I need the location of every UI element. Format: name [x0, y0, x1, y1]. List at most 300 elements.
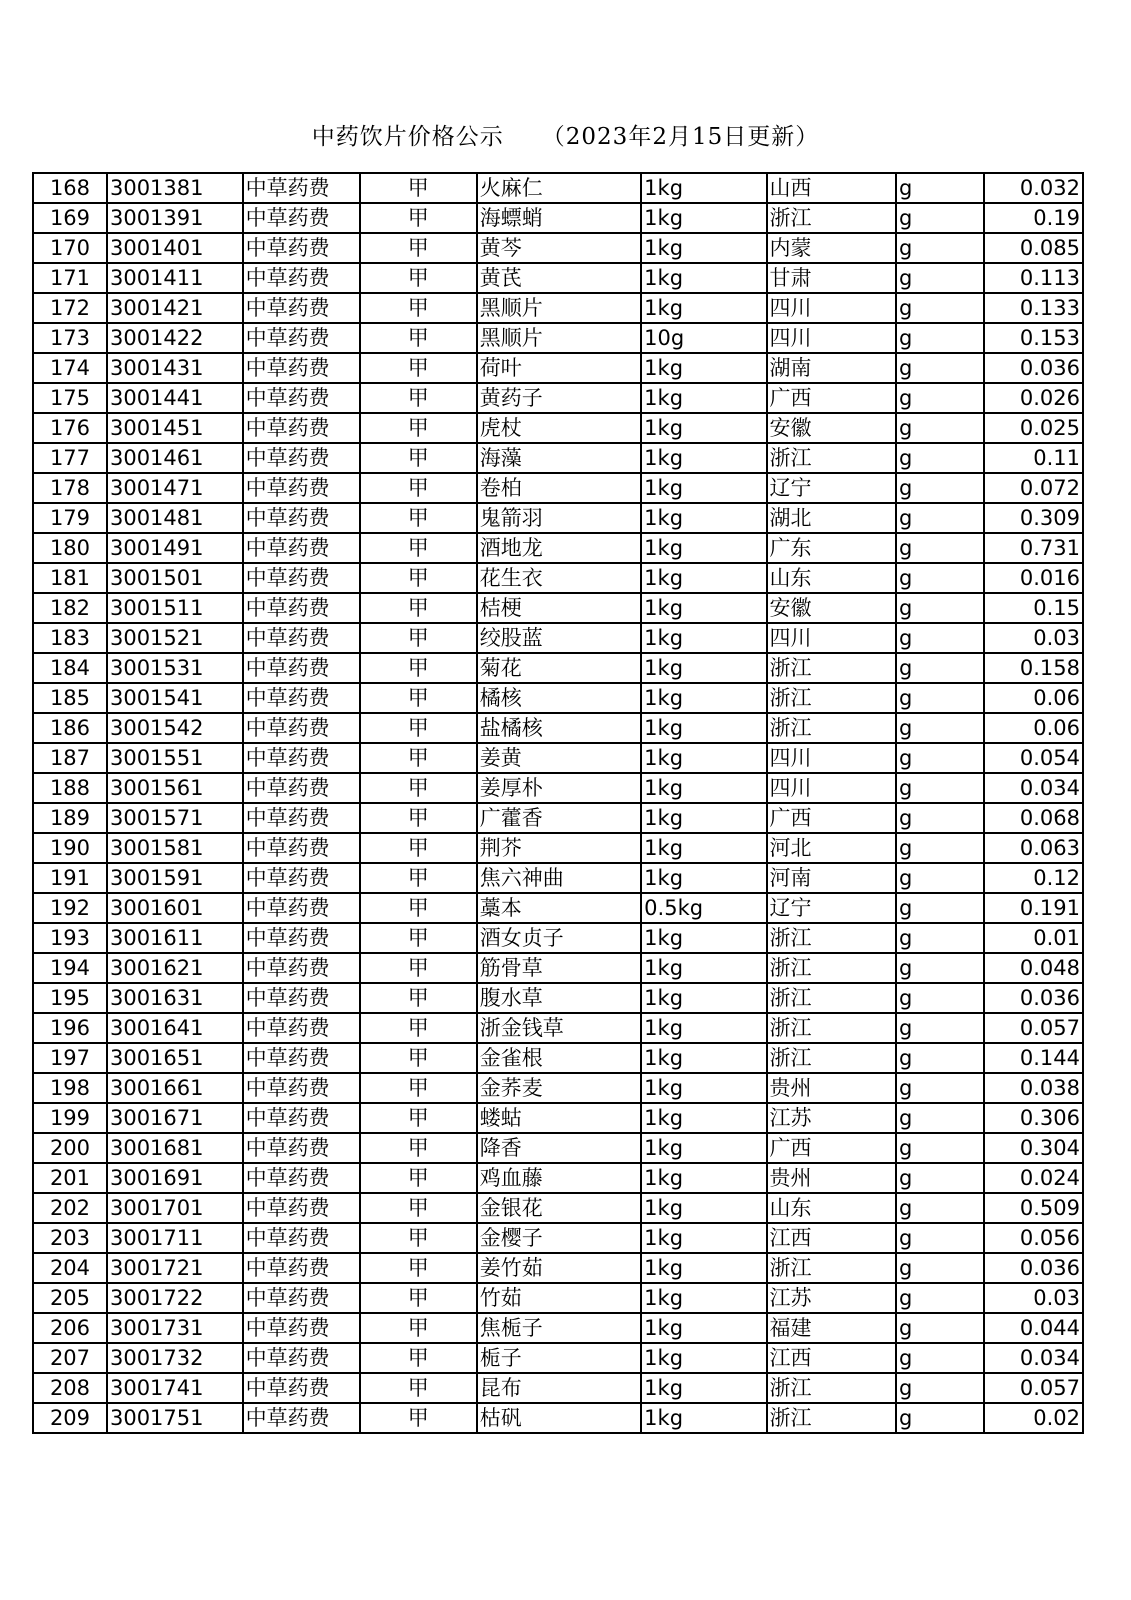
package-spec-cell: 1kg: [641, 1073, 766, 1103]
fee-category-cell: 中草药费: [243, 563, 360, 593]
origin-cell: 广西: [767, 383, 896, 413]
insurance-grade-cell: 甲: [360, 1103, 477, 1133]
unit-price-cell: 0.11: [984, 443, 1083, 473]
unit-price-cell: 0.025: [984, 413, 1083, 443]
insurance-grade-cell: 甲: [360, 473, 477, 503]
item-code-cell: 3001461: [107, 443, 243, 473]
unit-cell: g: [896, 293, 984, 323]
package-spec-cell: 1kg: [641, 983, 766, 1013]
unit-cell: g: [896, 233, 984, 263]
origin-cell: 浙江: [767, 983, 896, 1013]
unit-cell: g: [896, 1253, 984, 1283]
herb-name-cell: 昆布: [477, 1373, 641, 1403]
table-row: [33, 953, 1083, 983]
table-row: [33, 683, 1083, 713]
unit-price-cell: 0.304: [984, 1133, 1083, 1163]
package-spec-cell: 1kg: [641, 1223, 766, 1253]
unit-cell: g: [896, 1163, 984, 1193]
origin-cell: 浙江: [767, 713, 896, 743]
fee-category-cell: 中草药费: [243, 383, 360, 413]
row-number-cell: 201: [33, 1163, 107, 1193]
insurance-grade-cell: 甲: [360, 203, 477, 233]
unit-price-cell: 0.03: [984, 623, 1083, 653]
package-spec-cell: 10g: [641, 323, 766, 353]
item-code-cell: 3001401: [107, 233, 243, 263]
row-number-cell: 178: [33, 473, 107, 503]
package-spec-cell: 1kg: [641, 593, 766, 623]
table-row: [33, 323, 1083, 353]
herb-name-cell: 金银花: [477, 1193, 641, 1223]
herb-name-cell: 海螵蛸: [477, 203, 641, 233]
fee-category-cell: 中草药费: [243, 863, 360, 893]
insurance-grade-cell: 甲: [360, 323, 477, 353]
herb-name-cell: 荆芥: [477, 833, 641, 863]
insurance-grade-cell: 甲: [360, 623, 477, 653]
unit-cell: g: [896, 173, 984, 203]
fee-category-cell: 中草药费: [243, 353, 360, 383]
herb-name-cell: 浙金钱草: [477, 1013, 641, 1043]
table-row: [33, 1163, 1083, 1193]
origin-cell: 辽宁: [767, 473, 896, 503]
fee-category-cell: 中草药费: [243, 1283, 360, 1313]
unit-cell: g: [896, 1373, 984, 1403]
unit-price-cell: 0.057: [984, 1013, 1083, 1043]
row-number-cell: 180: [33, 533, 107, 563]
table-row: [33, 1253, 1083, 1283]
unit-price-cell: 0.158: [984, 653, 1083, 683]
fee-category-cell: 中草药费: [243, 203, 360, 233]
unit-cell: g: [896, 1073, 984, 1103]
fee-category-cell: 中草药费: [243, 1373, 360, 1403]
table-row: [33, 743, 1083, 773]
insurance-grade-cell: 甲: [360, 833, 477, 863]
row-number-cell: 175: [33, 383, 107, 413]
unit-price-cell: 0.016: [984, 563, 1083, 593]
herb-name-cell: 黑顺片: [477, 293, 641, 323]
row-number-cell: 200: [33, 1133, 107, 1163]
unit-cell: g: [896, 1403, 984, 1433]
fee-category-cell: 中草药费: [243, 413, 360, 443]
package-spec-cell: 1kg: [641, 1343, 766, 1373]
unit-cell: g: [896, 503, 984, 533]
table-row: [33, 1043, 1083, 1073]
table-row: [33, 803, 1083, 833]
unit-cell: g: [896, 773, 984, 803]
unit-cell: g: [896, 323, 984, 353]
insurance-grade-cell: 甲: [360, 773, 477, 803]
package-spec-cell: 1kg: [641, 1403, 766, 1433]
origin-cell: 安徽: [767, 413, 896, 443]
item-code-cell: 3001621: [107, 953, 243, 983]
unit-price-cell: 0.072: [984, 473, 1083, 503]
origin-cell: 辽宁: [767, 893, 896, 923]
item-code-cell: 3001591: [107, 863, 243, 893]
unit-price-cell: 0.133: [984, 293, 1083, 323]
package-spec-cell: 1kg: [641, 953, 766, 983]
package-spec-cell: 1kg: [641, 923, 766, 953]
table-row: [33, 443, 1083, 473]
row-number-cell: 199: [33, 1103, 107, 1133]
insurance-grade-cell: 甲: [360, 593, 477, 623]
package-spec-cell: 1kg: [641, 1373, 766, 1403]
herb-name-cell: 鬼箭羽: [477, 503, 641, 533]
item-code-cell: 3001491: [107, 533, 243, 563]
row-number-cell: 208: [33, 1373, 107, 1403]
herb-name-cell: 藁本: [477, 893, 641, 923]
package-spec-cell: 1kg: [641, 563, 766, 593]
unit-price-cell: 0.03: [984, 1283, 1083, 1313]
table-row: [33, 533, 1083, 563]
insurance-grade-cell: 甲: [360, 443, 477, 473]
unit-price-cell: 0.057: [984, 1373, 1083, 1403]
unit-cell: g: [896, 383, 984, 413]
package-spec-cell: 1kg: [641, 1103, 766, 1133]
herb-name-cell: 海藻: [477, 443, 641, 473]
fee-category-cell: 中草药费: [243, 923, 360, 953]
table-row: [33, 623, 1083, 653]
item-code-cell: 3001701: [107, 1193, 243, 1223]
row-number-cell: 198: [33, 1073, 107, 1103]
unit-cell: g: [896, 593, 984, 623]
row-number-cell: 182: [33, 593, 107, 623]
unit-price-cell: 0.068: [984, 803, 1083, 833]
unit-cell: g: [896, 893, 984, 923]
unit-cell: g: [896, 1223, 984, 1253]
item-code-cell: 3001722: [107, 1283, 243, 1313]
package-spec-cell: 1kg: [641, 233, 766, 263]
table-row: [33, 503, 1083, 533]
fee-category-cell: 中草药费: [243, 503, 360, 533]
fee-category-cell: 中草药费: [243, 1193, 360, 1223]
herb-name-cell: 虎杖: [477, 413, 641, 443]
item-code-cell: 3001671: [107, 1103, 243, 1133]
row-number-cell: 176: [33, 413, 107, 443]
origin-cell: 浙江: [767, 443, 896, 473]
row-number-cell: 189: [33, 803, 107, 833]
item-code-cell: 3001481: [107, 503, 243, 533]
item-code-cell: 3001721: [107, 1253, 243, 1283]
herb-name-cell: 腹水草: [477, 983, 641, 1013]
package-spec-cell: 1kg: [641, 473, 766, 503]
item-code-cell: 3001441: [107, 383, 243, 413]
table-row: [33, 893, 1083, 923]
package-spec-cell: 1kg: [641, 1253, 766, 1283]
herb-name-cell: 姜黄: [477, 743, 641, 773]
unit-price-cell: 0.06: [984, 683, 1083, 713]
unit-cell: g: [896, 203, 984, 233]
table-row: [33, 863, 1083, 893]
row-number-cell: 181: [33, 563, 107, 593]
item-code-cell: 3001421: [107, 293, 243, 323]
table-row: [33, 833, 1083, 863]
item-code-cell: 3001381: [107, 173, 243, 203]
item-code-cell: 3001541: [107, 683, 243, 713]
unit-cell: g: [896, 983, 984, 1013]
row-number-cell: 190: [33, 833, 107, 863]
item-code-cell: 3001711: [107, 1223, 243, 1253]
origin-cell: 山东: [767, 563, 896, 593]
unit-price-cell: 0.12: [984, 863, 1083, 893]
unit-cell: g: [896, 833, 984, 863]
herb-name-cell: 黄芪: [477, 263, 641, 293]
insurance-grade-cell: 甲: [360, 413, 477, 443]
insurance-grade-cell: 甲: [360, 293, 477, 323]
insurance-grade-cell: 甲: [360, 533, 477, 563]
unit-price-cell: 0.15: [984, 593, 1083, 623]
insurance-grade-cell: 甲: [360, 173, 477, 203]
row-number-cell: 174: [33, 353, 107, 383]
origin-cell: 浙江: [767, 1043, 896, 1073]
insurance-grade-cell: 甲: [360, 1073, 477, 1103]
table-row: [33, 203, 1083, 233]
unit-cell: g: [896, 743, 984, 773]
fee-category-cell: 中草药费: [243, 1013, 360, 1043]
origin-cell: 浙江: [767, 203, 896, 233]
unit-cell: g: [896, 443, 984, 473]
fee-category-cell: 中草药费: [243, 1133, 360, 1163]
unit-price-cell: 0.034: [984, 1343, 1083, 1373]
row-number-cell: 179: [33, 503, 107, 533]
origin-cell: 浙江: [767, 953, 896, 983]
package-spec-cell: 1kg: [641, 623, 766, 653]
origin-cell: 福建: [767, 1313, 896, 1343]
item-code-cell: 3001561: [107, 773, 243, 803]
row-number-cell: 168: [33, 173, 107, 203]
unit-cell: g: [896, 1103, 984, 1133]
insurance-grade-cell: 甲: [360, 923, 477, 953]
insurance-grade-cell: 甲: [360, 503, 477, 533]
table-row: [33, 593, 1083, 623]
item-code-cell: 3001581: [107, 833, 243, 863]
item-code-cell: 3001571: [107, 803, 243, 833]
unit-cell: g: [896, 1313, 984, 1343]
row-number-cell: 192: [33, 893, 107, 923]
insurance-grade-cell: 甲: [360, 1313, 477, 1343]
package-spec-cell: 1kg: [641, 803, 766, 833]
insurance-grade-cell: 甲: [360, 1253, 477, 1283]
herb-name-cell: 鸡血藤: [477, 1163, 641, 1193]
row-number-cell: 169: [33, 203, 107, 233]
unit-price-cell: 0.509: [984, 1193, 1083, 1223]
row-number-cell: 187: [33, 743, 107, 773]
origin-cell: 广西: [767, 1133, 896, 1163]
table-row: [33, 1403, 1083, 1433]
table-row: [33, 1283, 1083, 1313]
item-code-cell: 3001411: [107, 263, 243, 293]
herb-name-cell: 黄药子: [477, 383, 641, 413]
table-row: [33, 1013, 1083, 1043]
row-number-cell: 197: [33, 1043, 107, 1073]
package-spec-cell: 1kg: [641, 353, 766, 383]
unit-cell: g: [896, 713, 984, 743]
item-code-cell: 3001641: [107, 1013, 243, 1043]
origin-cell: 湖北: [767, 503, 896, 533]
origin-cell: 浙江: [767, 923, 896, 953]
origin-cell: 浙江: [767, 1013, 896, 1043]
origin-cell: 四川: [767, 323, 896, 353]
item-code-cell: 3001751: [107, 1403, 243, 1433]
package-spec-cell: 1kg: [641, 173, 766, 203]
herb-name-cell: 花生衣: [477, 563, 641, 593]
unit-price-cell: 0.036: [984, 353, 1083, 383]
insurance-grade-cell: 甲: [360, 683, 477, 713]
herb-name-cell: 蝼蛄: [477, 1103, 641, 1133]
fee-category-cell: 中草药费: [243, 1343, 360, 1373]
fee-category-cell: 中草药费: [243, 1043, 360, 1073]
item-code-cell: 3001531: [107, 653, 243, 683]
herb-name-cell: 桔梗: [477, 593, 641, 623]
unit-cell: g: [896, 923, 984, 953]
herb-name-cell: 黑顺片: [477, 323, 641, 353]
origin-cell: 江苏: [767, 1283, 896, 1313]
item-code-cell: 3001422: [107, 323, 243, 353]
origin-cell: 安徽: [767, 593, 896, 623]
item-code-cell: 3001681: [107, 1133, 243, 1163]
fee-category-cell: 中草药费: [243, 443, 360, 473]
package-spec-cell: 1kg: [641, 863, 766, 893]
table-row: [33, 923, 1083, 953]
origin-cell: 四川: [767, 773, 896, 803]
herb-name-cell: 绞股蓝: [477, 623, 641, 653]
item-code-cell: 3001691: [107, 1163, 243, 1193]
item-code-cell: 3001501: [107, 563, 243, 593]
origin-cell: 四川: [767, 743, 896, 773]
insurance-grade-cell: 甲: [360, 803, 477, 833]
unit-price-cell: 0.038: [984, 1073, 1083, 1103]
table-row: [33, 1133, 1083, 1163]
origin-cell: 湖南: [767, 353, 896, 383]
origin-cell: 贵州: [767, 1163, 896, 1193]
insurance-grade-cell: 甲: [360, 1163, 477, 1193]
item-code-cell: 3001431: [107, 353, 243, 383]
origin-cell: 内蒙: [767, 233, 896, 263]
item-code-cell: 3001741: [107, 1373, 243, 1403]
insurance-grade-cell: 甲: [360, 1403, 477, 1433]
item-code-cell: 3001732: [107, 1343, 243, 1373]
row-number-cell: 205: [33, 1283, 107, 1313]
unit-cell: g: [896, 803, 984, 833]
fee-category-cell: 中草药费: [243, 1223, 360, 1253]
herb-name-cell: 姜竹茹: [477, 1253, 641, 1283]
herb-name-cell: 筋骨草: [477, 953, 641, 983]
package-spec-cell: 1kg: [641, 203, 766, 233]
item-code-cell: 3001731: [107, 1313, 243, 1343]
herb-name-cell: 焦栀子: [477, 1313, 641, 1343]
herb-name-cell: 降香: [477, 1133, 641, 1163]
fee-category-cell: 中草药费: [243, 983, 360, 1013]
row-number-cell: 184: [33, 653, 107, 683]
table-row: [33, 1103, 1083, 1133]
unit-cell: g: [896, 1283, 984, 1313]
fee-category-cell: 中草药费: [243, 713, 360, 743]
unit-price-cell: 0.063: [984, 833, 1083, 863]
package-spec-cell: 1kg: [641, 1313, 766, 1343]
price-table-body: [33, 173, 1083, 1433]
unit-price-cell: 0.056: [984, 1223, 1083, 1253]
origin-cell: 浙江: [767, 1403, 896, 1433]
fee-category-cell: 中草药费: [243, 653, 360, 683]
package-spec-cell: 1kg: [641, 833, 766, 863]
fee-category-cell: 中草药费: [243, 173, 360, 203]
unit-price-cell: 0.036: [984, 983, 1083, 1013]
herb-name-cell: 火麻仁: [477, 173, 641, 203]
item-code-cell: 3001651: [107, 1043, 243, 1073]
table-row: [33, 1223, 1083, 1253]
unit-cell: g: [896, 683, 984, 713]
insurance-grade-cell: 甲: [360, 383, 477, 413]
fee-category-cell: 中草药费: [243, 803, 360, 833]
row-number-cell: 194: [33, 953, 107, 983]
package-spec-cell: 1kg: [641, 683, 766, 713]
origin-cell: 广东: [767, 533, 896, 563]
unit-cell: g: [896, 413, 984, 443]
row-number-cell: 173: [33, 323, 107, 353]
package-spec-cell: 1kg: [641, 413, 766, 443]
origin-cell: 广西: [767, 803, 896, 833]
table-row: [33, 983, 1083, 1013]
unit-price-cell: 0.153: [984, 323, 1083, 353]
table-row: [33, 653, 1083, 683]
unit-price-cell: 0.085: [984, 233, 1083, 263]
package-spec-cell: 1kg: [641, 293, 766, 323]
origin-cell: 山东: [767, 1193, 896, 1223]
package-spec-cell: 1kg: [641, 533, 766, 563]
unit-price-cell: 0.034: [984, 773, 1083, 803]
table-row: [33, 473, 1083, 503]
fee-category-cell: 中草药费: [243, 683, 360, 713]
table-row: [33, 233, 1083, 263]
unit-price-cell: 0.044: [984, 1313, 1083, 1343]
unit-cell: g: [896, 353, 984, 383]
update-date: （2023年2月15日更新）: [541, 124, 820, 150]
origin-cell: 河北: [767, 833, 896, 863]
fee-category-cell: 中草药费: [243, 1403, 360, 1433]
unit-price-cell: 0.191: [984, 893, 1083, 923]
fee-category-cell: 中草药费: [243, 473, 360, 503]
insurance-grade-cell: 甲: [360, 353, 477, 383]
insurance-grade-cell: 甲: [360, 1133, 477, 1163]
table-row: [33, 1313, 1083, 1343]
origin-cell: 四川: [767, 293, 896, 323]
unit-price-cell: 0.026: [984, 383, 1083, 413]
title-text: 中药饮片价格公示: [311, 124, 504, 150]
table-row: [33, 263, 1083, 293]
item-code-cell: 3001551: [107, 743, 243, 773]
insurance-grade-cell: 甲: [360, 563, 477, 593]
insurance-grade-cell: 甲: [360, 653, 477, 683]
insurance-grade-cell: 甲: [360, 983, 477, 1013]
unit-cell: g: [896, 953, 984, 983]
row-number-cell: 171: [33, 263, 107, 293]
package-spec-cell: 1kg: [641, 1283, 766, 1313]
insurance-grade-cell: 甲: [360, 953, 477, 983]
herb-name-cell: 黄芩: [477, 233, 641, 263]
package-spec-cell: 1kg: [641, 263, 766, 293]
fee-category-cell: 中草药费: [243, 1313, 360, 1343]
unit-price-cell: 0.054: [984, 743, 1083, 773]
unit-price-cell: 0.032: [984, 173, 1083, 203]
row-number-cell: 209: [33, 1403, 107, 1433]
unit-price-cell: 0.731: [984, 533, 1083, 563]
row-number-cell: 185: [33, 683, 107, 713]
item-code-cell: 3001391: [107, 203, 243, 233]
insurance-grade-cell: 甲: [360, 1373, 477, 1403]
fee-category-cell: 中草药费: [243, 893, 360, 923]
package-spec-cell: 1kg: [641, 743, 766, 773]
item-code-cell: 3001661: [107, 1073, 243, 1103]
herb-name-cell: 盐橘核: [477, 713, 641, 743]
row-number-cell: 170: [33, 233, 107, 263]
